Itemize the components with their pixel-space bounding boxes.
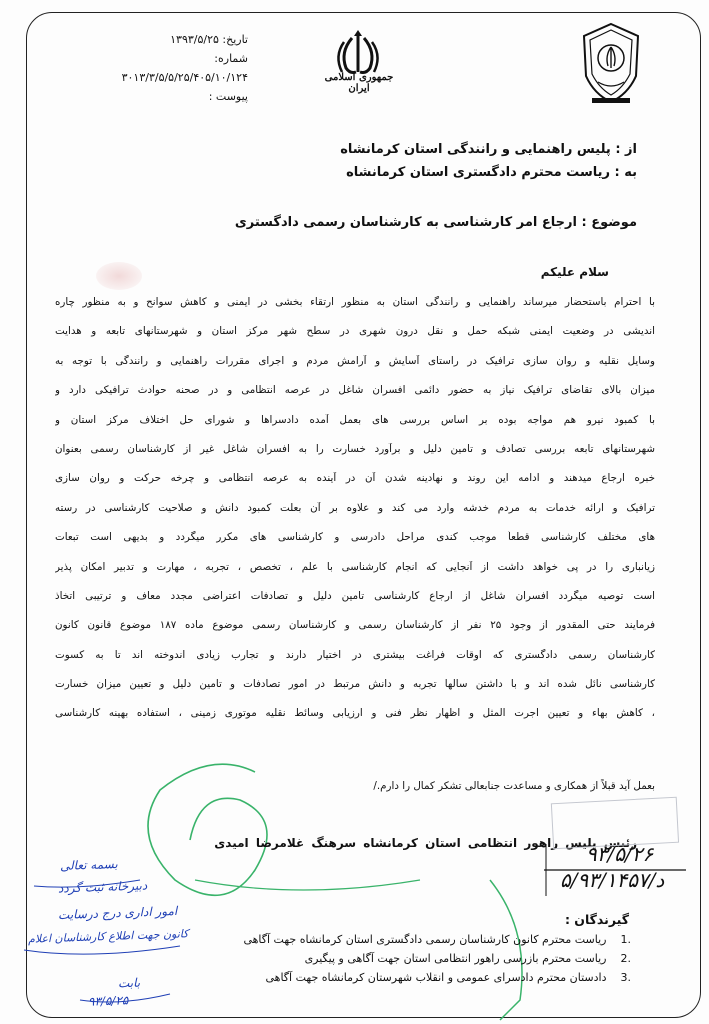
cc-item-number: .1 [620,933,631,946]
body-line: فرمایند حتی المقدور از وجود ۲۵ نفر از کارشناسان رسمی و کارشناسان رسمی موضوع ماده ۱۸۷ موضوع قانون کانون [55,619,655,632]
letter-body [55,296,655,737]
cc-title: گیرندگان : [564,912,629,927]
body-line: اندیشی در وضعیت ایمنی شبکه حمل و نقل درون شهری در سطح شهر مرکز استان و شهرستانهای تابعه و هدایت [55,325,655,338]
cc-list [243,930,631,987]
received-number: ۵/۹۳/د/۱۴۵۷ [560,868,665,892]
handwritten-note: کانون جهت اطلاع کارشناسان اعلام [27,927,189,946]
letter-attachment: پیوست : [208,90,248,103]
body-line: با احترام باستحضار میرساند راهنمایی و رانندگی استان به منظور ارتقاء بخشی در ایمنی و کاهش سوانح و به منظور چاره [55,296,655,308]
handwritten-note: امور اداری درج درسایت [57,903,178,923]
republic-label: جمهوری اسلامی ایران [324,72,394,94]
handwritten-note: بابت [117,975,141,991]
cc-item [243,949,631,968]
body-line: ، کاهش بهاء و تعیین اجرت المثل و اظهار نظر فنی و ارزیابی وسائط نقلیه موتوری زمینی ، استفاده بهینه کارشناسی [55,707,655,720]
cc-item [243,930,631,949]
body-line: خبره ارجاع میدهند و ادامه این روند و نهادینه شدن آن در آینده به عرصه انتظامی و چرخه حرکت و روان سازی [55,472,655,485]
subject-line: موضوع : ارجاع امر کارشناسی به کارشناسان رسمی دادگستری [234,215,637,230]
cc-item-number: .2 [620,952,631,965]
ink-smudge [96,262,142,290]
body-line: با کمبود نیرو هم مواجه بوده بر اساس بررسی های بعمل آمده دادسراها و شورای حل اختلاف مرکز استان و [55,413,655,426]
body-line: ترافیک و ارائه خدمات به مردم خدشه وارد می کند و علاوه بر آن بعلت کمبود دانش و صلاحیت کارشناسی در رسته [55,501,655,514]
body-line: کارشناسی نائل شده اند و با داشتن سالها تجربه و دانش مرتبط در امور تصادفات و تامین دلیل و تعیین میزان خسارت [55,678,655,691]
cc-item-text: ریاست محترم کانون کارشناسان رسمی دادگستری استان کرمانشاه جهت آگاهی [243,933,607,946]
from-line: از : پلیس راهنمایی و رانندگی استان کرمانشاه [340,142,637,157]
handwritten-note: دبیرخانه ثبت گردد [57,878,148,896]
greeting: سلام علیکم [540,265,609,279]
body-line: زیانباری را در پی خواهد داشت از آنجایی که انجام کارشناسی با علم ، تخصص ، تجربه ، مهارت و تدبیر امکان پذیر [55,560,655,573]
letter-date: تاریخ: ۱۳۹۳/۵/۲۵ [170,33,248,46]
handwritten-note: بسمه تعالی [59,856,118,874]
body-line: شهرستانهای تابعه بررسی تصادف و تامین دلیل و برآورد خسارت را به افسران شاغل غیر از کارشناسان رسمی بعنوان [55,442,655,455]
body-closing: بعمل آید قبلاً از همکاری و مساعدت جنابعالی تشکر کمال را دارم./ [373,780,655,792]
body-line: میزان بالای تقاضای ترافیک نیاز به حضور دائمی افسران شاغل در عرصه انتظامی و در صحنه حوادث ترافیکی دارد و [55,384,655,397]
handwritten-note: ۹۳/۵/۲۵ [87,993,129,1009]
header-meta [88,30,248,106]
body-line: های مختلف کارشناسی قطعاً موجب کندی مراحل دادرسی و کارشناسی های مکرر میگردد و بدیهی است تبعات [55,531,655,544]
signature-line: رئیس پلیس راهور انتظامی استان کرمانشاه سرهنگ غلامرضا امیدی [214,836,637,850]
letter-number: شماره: ۳۰۱۳/۳/۵/۵/۲۵/۴۰۵/۱۰/۱۲۴ [121,52,248,84]
cc-item-text: دادستان محترم دادسرای عمومی و انقلاب شهرستان کرمانشاه جهت آگاهی [265,971,607,984]
cc-item-number: .3 [620,971,631,984]
to-line: به : ریاست محترم دادگستری استان کرمانشاه [346,165,637,180]
body-line: وسایل نقلیه و روان سازی ترافیک در راستای آسایش و آرامش مردم و اجرای مقررات راهنمایی و رانندگی با توجه به [55,354,655,367]
cc-item [243,968,631,987]
received-date: ۹۳/۵/۲۶ [586,842,654,866]
police-logo [578,20,644,106]
cc-item-text: ریاست محترم بازرسی راهور انتظامی استان جهت آگاهی و پیگیری [304,952,607,965]
handwriting-strokes [20,850,220,1020]
body-line: کارشناسان رسمی دادگستری که اوقات فراغت بیشتری در اختیار دارند و تجارب زیادی اندوخته اند تا به کسوت [55,648,655,661]
body-line: است توصیه میگردد افسران شاغل از ارجاع کارشناسی تامین دلیل و تصادفات اعتراضی مجدد معاف و ترتیبی اتخاذ [55,589,655,602]
